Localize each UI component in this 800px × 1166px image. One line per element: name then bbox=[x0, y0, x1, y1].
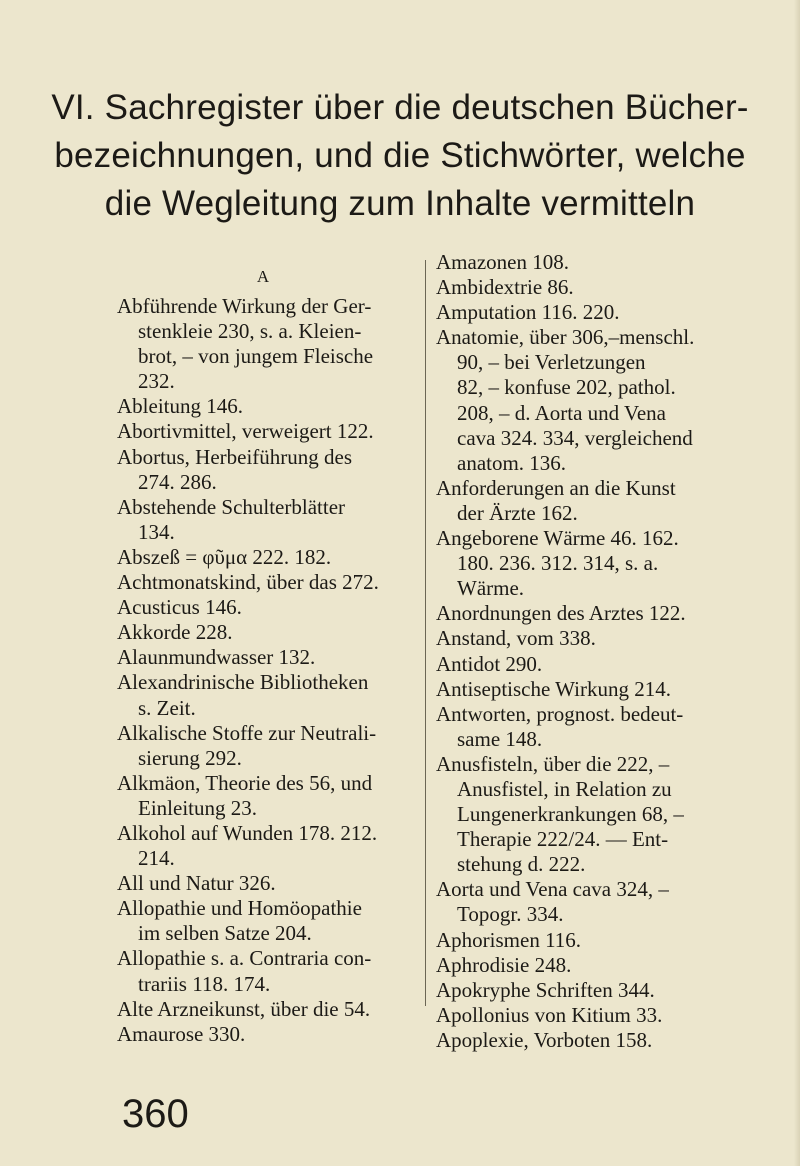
index-entry: Ableitung 146. bbox=[117, 394, 243, 419]
index-entry: Achtmonatskind, über das 272. bbox=[117, 570, 379, 595]
column-divider bbox=[425, 260, 426, 1006]
index-entry: Acusticus 146. bbox=[117, 595, 242, 620]
index-entry: Antidot 290. bbox=[436, 651, 543, 676]
index-entry: Aorta und Vena cava 324, – Topogr. 334. bbox=[436, 877, 669, 927]
index-entry: Abszeß = φῦμα 222. 182. bbox=[117, 544, 332, 569]
index-entry: Apoplexie, Vorboten 158. bbox=[436, 1027, 653, 1052]
index-entry: Abortivmittel, verweigert 122. bbox=[117, 419, 374, 444]
index-entry: Amaurose 330. bbox=[117, 1021, 246, 1046]
index-entry: Alkmäon, Theorie des 56, und Einleitung 23. bbox=[117, 770, 373, 820]
index-entry: Angeborene Wärme 46. 162. 180. 236. 312. 314, s. a. Wärme. bbox=[436, 526, 679, 601]
section-letter: A bbox=[256, 267, 270, 286]
index-entry: Allopathie und Homöopathie im selben Satze 204. bbox=[117, 896, 362, 946]
left-column bbox=[117, 250, 409, 1047]
index-entry: Apokryphe Schriften 344. bbox=[436, 977, 655, 1002]
index-entry: Alaunmundwasser 132. bbox=[117, 645, 316, 670]
index-entry: Allopathie s. a. Contraria con- trariis 118. 174. bbox=[117, 946, 372, 996]
index-entry: Abortus, Herbeiführung des 274. 286. bbox=[117, 444, 353, 494]
index-entry: Amputation 116. 220. bbox=[436, 300, 620, 325]
index-entry: Ambidextrie 86. bbox=[436, 275, 574, 300]
page-number: 360 bbox=[122, 1092, 189, 1136]
index-entry: Anforderungen an die Kunst der Ärzte 162. bbox=[436, 475, 676, 525]
index-entry: Anusfisteln, über die 222, – Anusfistel, in Relation zu Lungenerkrankungen 68, – Therapie 222/24. — Ent- stehung d. 222. bbox=[436, 751, 684, 877]
index-entry: Apollonius von Kitium 33. bbox=[436, 1002, 663, 1027]
index-entry: Abstehende Schulterblätter 134. bbox=[117, 494, 346, 544]
heading-line-3: die Wegleitung zum Inhalte vermitteln bbox=[104, 184, 696, 223]
index-entry: Amazonen 108. bbox=[436, 250, 569, 274]
index-entry: All und Natur 326. bbox=[117, 871, 276, 896]
index-entry: Anordnungen des Arztes 122. bbox=[436, 601, 686, 626]
index-entry: Akkorde 228. bbox=[117, 620, 233, 645]
index-entry: Antiseptische Wirkung 214. bbox=[436, 676, 671, 701]
heading-line-2: bezeichnungen, und die Stichwörter, welche bbox=[54, 136, 746, 175]
heading-line-1: VI. Sachregister über die deutschen Bücher- bbox=[51, 88, 749, 127]
index-entry: Abführende Wirkung der Ger- stenkleie 230, s. a. Kleien- brot, – von jungem Fleische 232. bbox=[117, 294, 374, 394]
index-entry: Aphrodisie 248. bbox=[436, 952, 572, 977]
index-entry: Alkalische Stoffe zur Neutrali- sierung 292. bbox=[117, 720, 377, 770]
index-entry: Alkohol auf Wunden 178. 212. 214. bbox=[117, 820, 378, 871]
index-entry: Aphorismen 116. bbox=[436, 927, 582, 952]
right-column bbox=[436, 250, 736, 1053]
index-entry: Antworten, prognost. bedeut- same 148. bbox=[436, 701, 684, 751]
index-entry: Anstand, vom 338. bbox=[436, 626, 596, 651]
page-heading bbox=[0, 84, 800, 228]
index-entry: Alexandrinische Bibliotheken s. Zeit. bbox=[117, 670, 369, 720]
index-entry: Alte Arzneikunst, über die 54. bbox=[117, 996, 371, 1021]
index-entry: Anatomie, über 306,–menschl. 90, – bei Verletzungen 82, – konfuse 202, pathol. 208, – d. Aorta und Vena cava 324. 334, vergleichend anatom. 136. bbox=[436, 325, 695, 475]
